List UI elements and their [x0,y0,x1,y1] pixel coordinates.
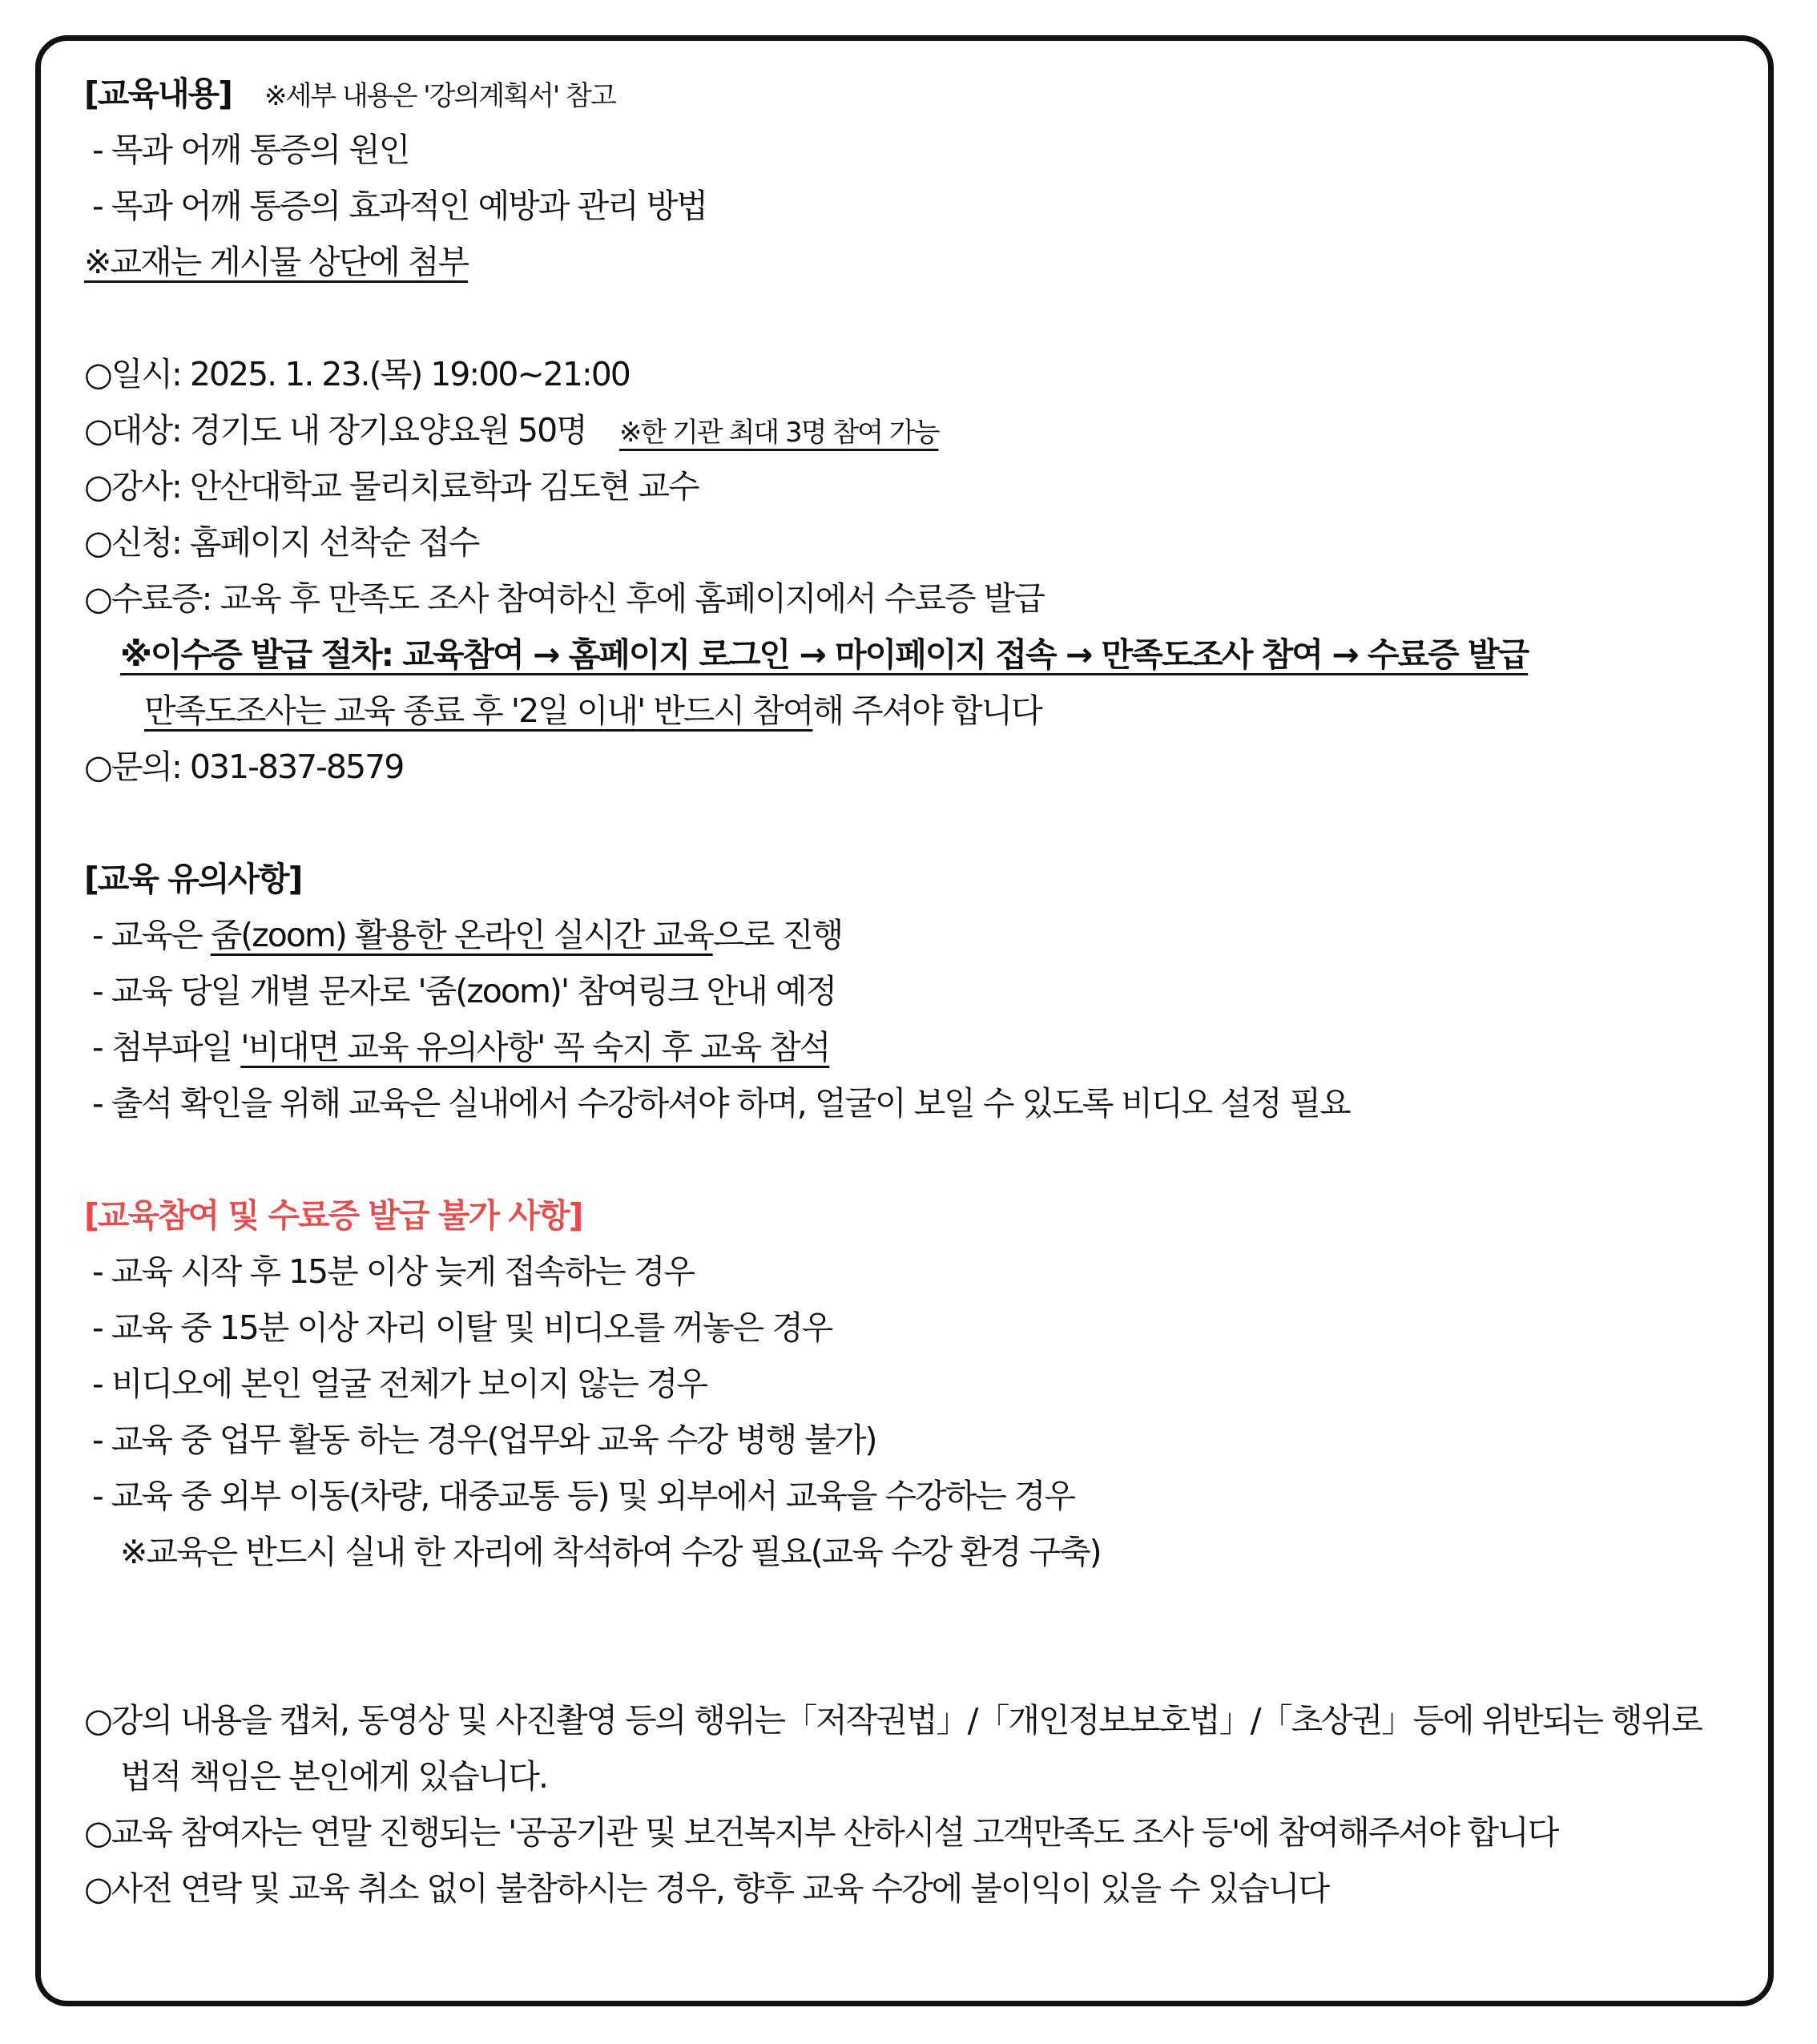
info-contact: ○문의: 031-837-8579 [84,748,404,786]
restriction-item: - 교육 중 업무 활동 하는 경우(업무와 교육 수강 병행 불가) [92,1421,876,1459]
notice-copyright: ○강의 내용을 캡처, 동영상 및 사진촬영 등의 행위는「저작권법」/「개인정보보호법」/「초상권」등에 위반되는 행위로 [84,1701,1702,1740]
textbook-note [84,239,468,285]
info-apply: ○신청: 홈페이지 선착순 접수 [84,523,479,562]
content-heading-line [84,71,615,119]
textbook-note-text: ※교재는 게시물 상단에 첨부 [84,243,469,281]
notice-absence: ○사전 연락 및 교육 취소 없이 불참하시는 경우, 향후 교육 수강에 불이익이 있을 수 있습니다 [84,1869,1329,1908]
content-item: - 목과 어깨 통증의 원인 [92,131,409,169]
restriction-item: - 교육 시작 후 15분 이상 늦게 접속하는 경우 [92,1252,694,1291]
info-certificate: ○수료증: 교육 후 만족도 조사 참여하신 후에 홈페이지에서 수료증 발급 [84,579,1044,618]
info-target: ○대상: 경기도 내 장기요양요원 50명 [84,411,586,450]
restriction-item: - 교육 중 15분 이상 자리 이탈 및 비디오를 꺼놓은 경우 [92,1308,832,1347]
info-date: ○일시: 2025. 1. 23.(목) 19:00~21:00 [84,355,630,393]
cautions-underlined: 줌(zoom) 활용한 온라인 실시간 교육 [210,916,713,954]
content-title: [교육내용] [84,75,232,113]
cautions-item: - 교육 당일 개별 문자로 '줌(zoom)' 참여링크 안내 예정 [92,972,836,1010]
content-item: - 목과 어깨 통증의 효과적인 예방과 관리 방법 [92,187,707,225]
info-survey-line [144,687,1041,734]
info-target-note: ※한 기관 최대 3명 참여 가능 [618,417,939,449]
cautions-item [92,912,842,958]
content-title-note: ※세부 내용은 '강의계획서' 참고 [264,80,615,112]
cautions-text: - 첨부파일 [92,1028,241,1066]
cautions-underlined: '비대면 교육 유의사항' 꼭 숙지 후 교육 참석 [240,1028,830,1066]
restrictions-title: [교육참여 및 수료증 발급 불가 사항] [84,1196,582,1235]
info-procedure-line [120,631,1528,678]
notice-survey: ○교육 참여자는 연말 진행되는 '공공기관 및 보건복지부 산하시설 고객만족도 조사 등'에 참여해주셔야 합니다 [84,1813,1558,1852]
info-survey-rest: 해 주셔야 합니다 [812,691,1041,730]
info-survey-underlined: 만족도조사는 교육 종료 후 '2일 이내' 반드시 참여 [144,691,813,730]
cautions-text: - 교육은 [92,916,211,954]
notice-copyright-cont: 법적 책임은 본인에게 있습니다. [120,1757,548,1796]
cautions-text: 으로 진행 [712,916,843,954]
info-procedure: ※이수증 발급 절차: 교육참여 → 홈페이지 로그인 → 마이페이지 접속 → 만족도조사 참여 → 수료증 발급 [120,635,1529,674]
info-lecturer: ○강사: 안산대학교 물리치료학과 김도현 교수 [84,467,699,506]
restriction-note: ※교육은 반드시 실내 한 자리에 착석하여 수강 필요(교육 수강 환경 구축) [120,1533,1101,1571]
restriction-item: - 교육 중 외부 이동(차량, 대중교통 등) 및 외부에서 교육을 수강하는 경우 [92,1477,1075,1515]
cautions-item: - 출석 확인을 위해 교육은 실내에서 수강하셔야 하며, 얼굴이 보일 수 있도록 비디오 설정 필요 [92,1084,1350,1123]
cautions-title: [교육 유의사항] [84,860,302,898]
info-target-line [84,407,938,456]
cautions-item [92,1024,829,1070]
restriction-item: - 비디오에 본인 얼굴 전체가 보이지 않는 경우 [92,1365,707,1403]
